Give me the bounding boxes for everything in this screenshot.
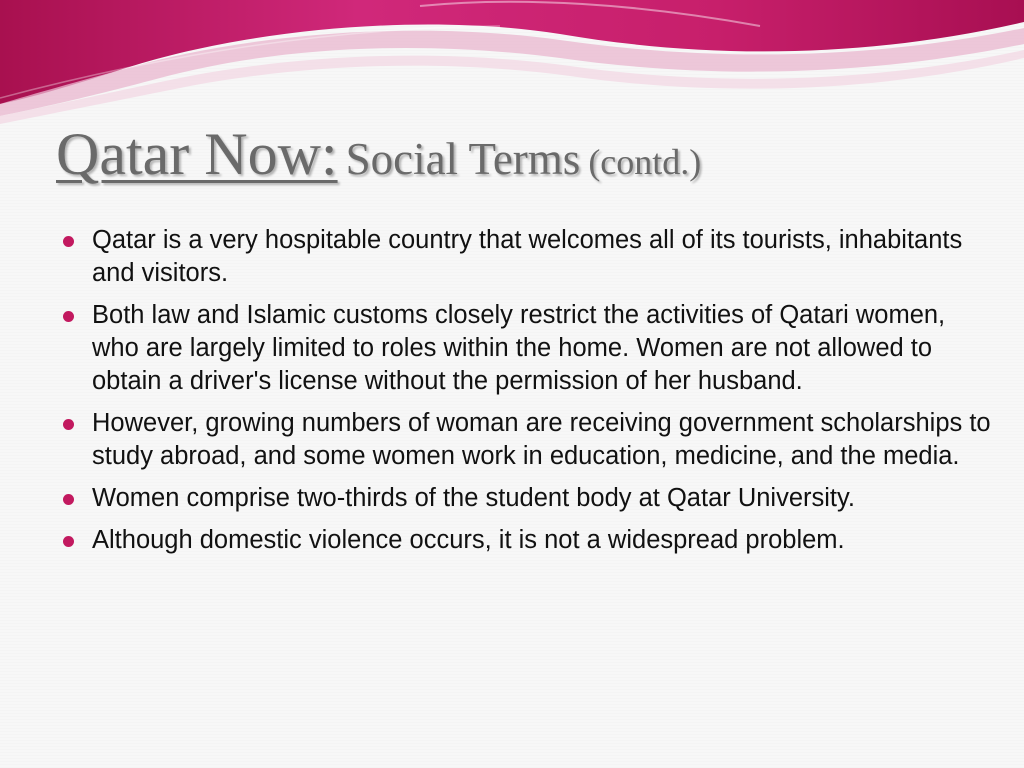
bullet-item bbox=[62, 482, 992, 515]
bullet-item bbox=[62, 299, 992, 398]
bullet-dot-icon bbox=[63, 236, 74, 247]
title-main: Qatar Now: bbox=[56, 121, 338, 187]
header-swoosh-decoration bbox=[0, 0, 1024, 130]
bullet-dot-icon bbox=[63, 494, 74, 505]
title-subtitle: Social Terms bbox=[345, 134, 581, 184]
bullet-item bbox=[62, 524, 992, 557]
slide-title bbox=[56, 121, 996, 187]
bullet-text: However, growing numbers of woman are receiving government scholarships to study abroad, and some women work in education, medicine, and the media. bbox=[92, 409, 991, 470]
bullet-text: Although domestic violence occurs, it is not a widespread problem. bbox=[92, 526, 845, 554]
bullet-text: Qatar is a very hospitable country that welcomes all of its tourists, inhabitants and visitors. bbox=[92, 226, 963, 287]
title-continued: (contd.) bbox=[588, 142, 702, 182]
bullet-text: Both law and Islamic customs closely restrict the activities of Qatari women, who are largely limited to roles within the home. Women are not allowed to obtain a driver's license without the permission of her husband. bbox=[92, 301, 946, 395]
bullet-list bbox=[62, 224, 992, 566]
bullet-dot-icon bbox=[63, 311, 74, 322]
bullet-text: Women comprise two-thirds of the student body at Qatar University. bbox=[92, 484, 855, 512]
bullet-item bbox=[62, 224, 992, 290]
bullet-dot-icon bbox=[63, 419, 74, 430]
bullet-item bbox=[62, 407, 992, 473]
bullet-dot-icon bbox=[63, 536, 74, 547]
